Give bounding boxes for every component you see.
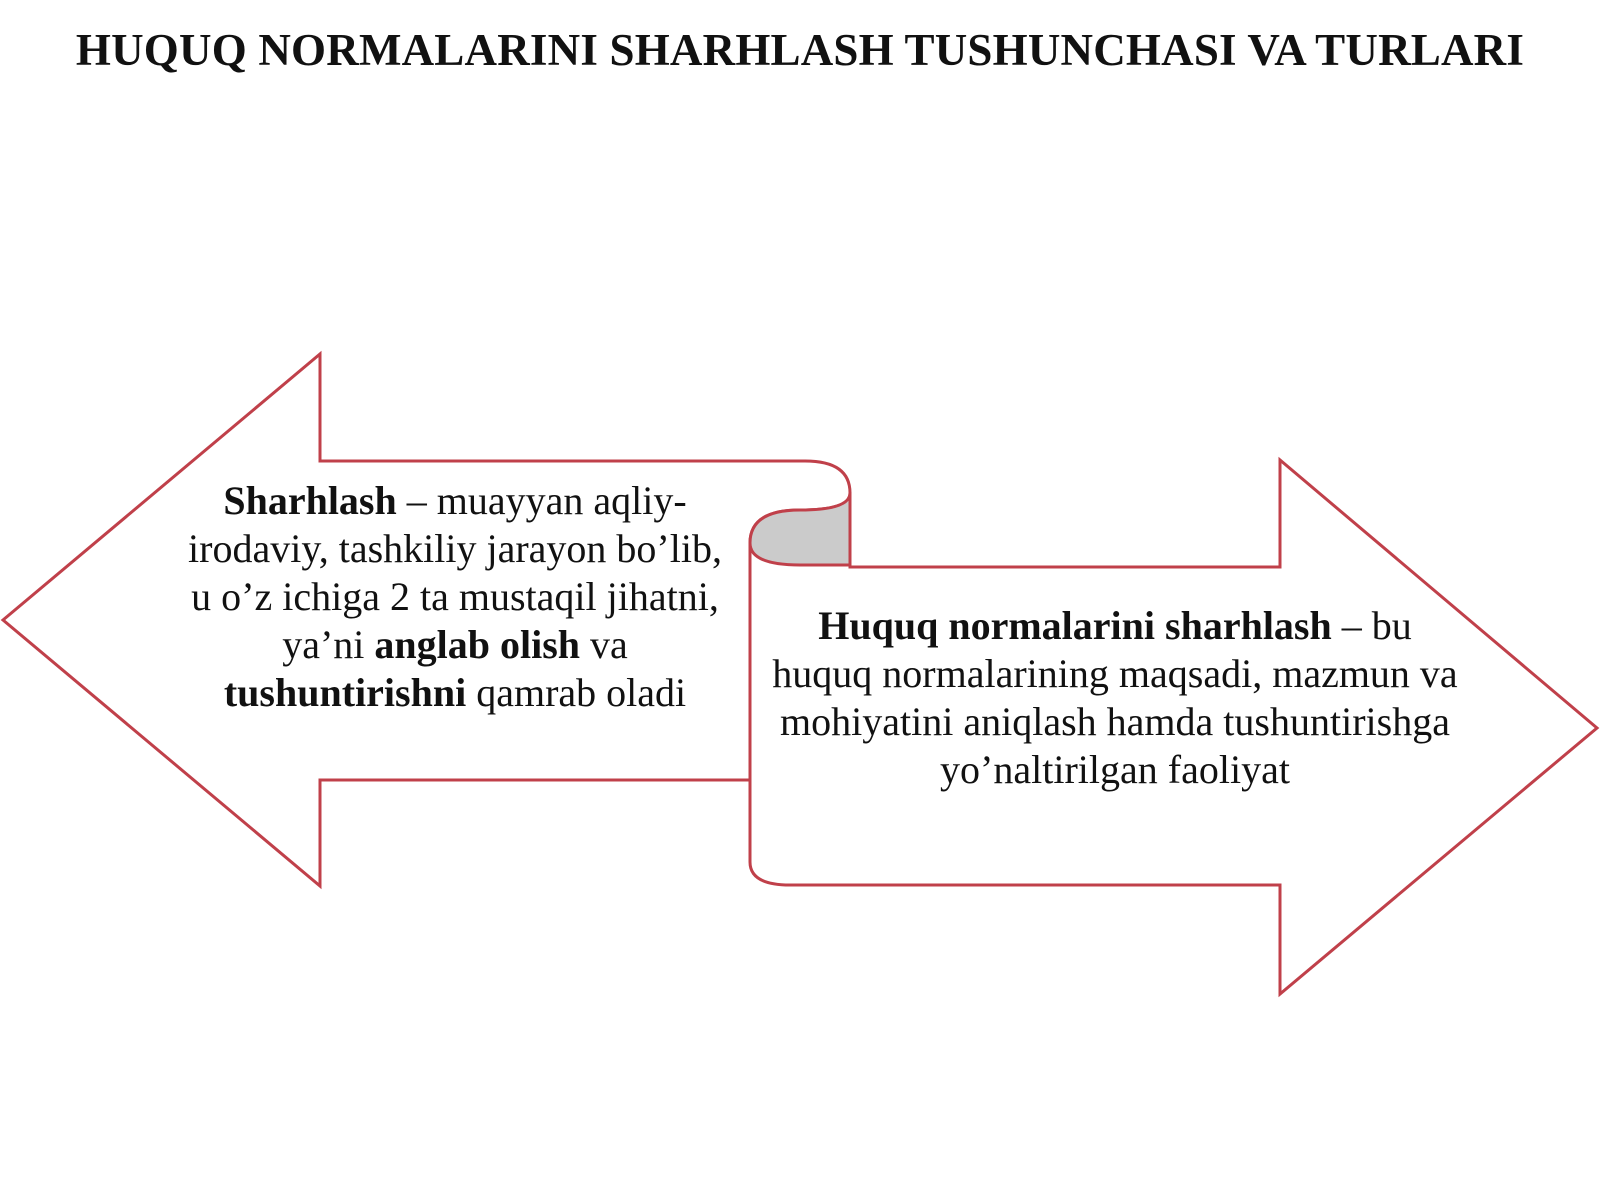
left-term: Sharhlash [223, 478, 397, 523]
right-term: Huquq normalarini sharhlash [818, 603, 1332, 648]
left-arrow-text [180, 477, 730, 717]
left-aspect-two: tushuntirishni [223, 670, 467, 715]
left-aspect-one: anglab olish [374, 622, 581, 667]
right-definition: – bu huquq normalarining maqsadi, mazmun va mohiyatini aniqlash hamda tushuntirishga yo’naltirilgan faoliyat [772, 603, 1458, 792]
left-definition-start: – muayyan aqliy-irodaviy, tashkiliy jarayon bo’lib, u o’z ichiga 2 ta mustaqil jihatni, ya’ni [188, 478, 722, 667]
left-definition-end: qamrab oladi [466, 670, 687, 715]
slide-title: HUQUQ NORMALARINI SHARHLASH TUSHUNCHASI VA TURLARI [75, 25, 1525, 75]
right-arrow-text [770, 602, 1460, 794]
left-connector: va [580, 622, 628, 667]
